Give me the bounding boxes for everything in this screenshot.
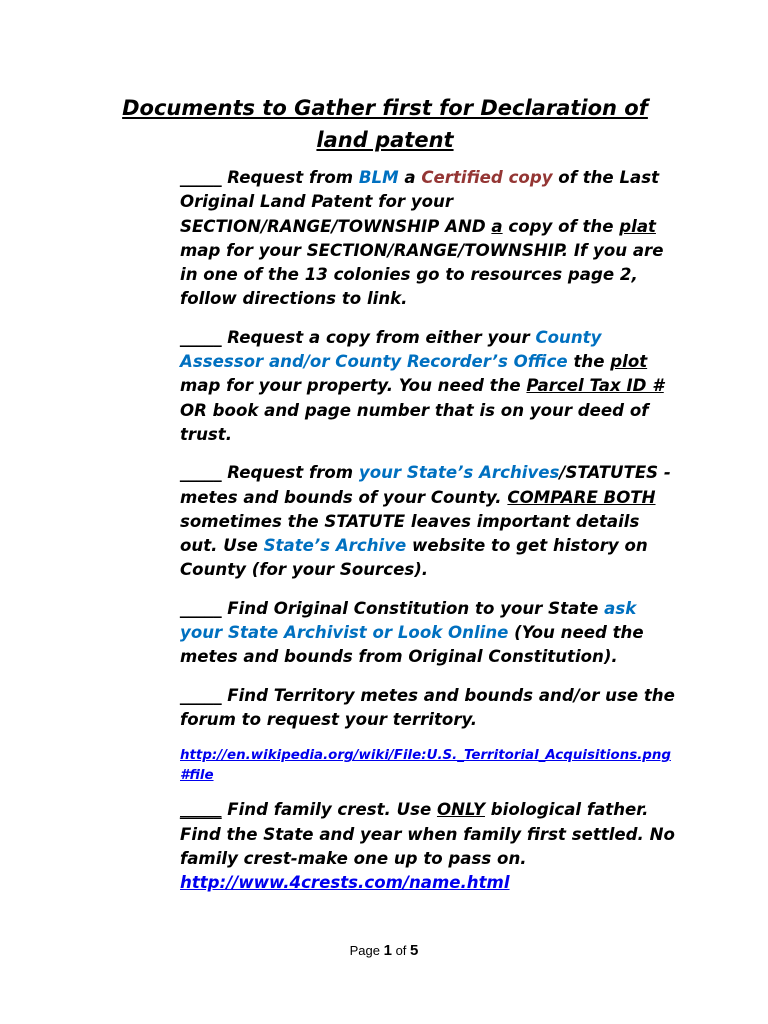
checklist-item-archives: _____ Request from your State’s Archives/STATUTES - metes and bounds of your County. COMPARE BOTH sometimes the STATUTE leaves important details out. Use State’s Archive website to get history on County (for your Sources). xyxy=(180,463,671,580)
blank-line: _____ xyxy=(180,800,222,820)
blank-line: _____ xyxy=(180,598,222,618)
county-office-text: County Assessor and/or County Recorder’s Office xyxy=(180,327,602,372)
territory-link-paragraph xyxy=(180,746,680,786)
document-title: Documents to Gather first for Declaration of land patent xyxy=(122,96,648,152)
compare-both-text: COMPARE BOTH xyxy=(507,487,656,507)
page-footer: Page 1 of 5 xyxy=(349,942,419,959)
blank-line: _____ xyxy=(180,463,222,483)
checklist-item-blm: _____ Request from BLM a Certified copy of the Last Original Land Patent for your SECTION/RANGE/TOWNSHIP AND a copy of the plat map for your SECTION/RANGE/TOWNSHIP. If you are in one of the 13 colonies go to resources page 2, follow directions to link. xyxy=(180,168,664,309)
checklist-item-county: _____ Request a copy from either your County Assessor and/or County Recorder’s Office the plot map for your property. You need the Parcel Tax ID # OR book and page number that is on your deed of trust. xyxy=(180,327,664,444)
parcel-tax-id-text: Parcel Tax ID # xyxy=(526,376,664,396)
ask-archivist-text: ask your State Archivist or Look Online xyxy=(180,598,637,643)
total-pages: 5 xyxy=(410,942,419,959)
checklist-item-family-crest: _____ Find family crest. Use ONLY biological father. Find the State and year when family first settled. No family crest-make one up to pass on. http://www.4crests.com/name.html xyxy=(180,800,675,893)
checklist-item-constitution: _____ Find Original Constitution to your State ask your State Archivist or Look Online (You need the metes and bounds from Original Constitution). xyxy=(180,598,644,667)
certified-copy-text: Certified copy xyxy=(421,168,553,187)
current-page: 1 xyxy=(383,942,392,959)
wikipedia-territorial-link[interactable]: http://en.wikipedia.org/wiki/File:U.S._Territorial_Acquisitions.png#file xyxy=(180,748,671,784)
document-body xyxy=(180,166,680,909)
blm-text: BLM xyxy=(358,168,399,187)
only-text: ONLY xyxy=(436,800,485,820)
state-archive-text: State’s Archive xyxy=(263,536,407,556)
checklist-item-territory: _____ Find Territory metes and bounds and/or use the forum to request your territory. xyxy=(180,685,675,729)
state-archives-text: your State’s Archives xyxy=(358,463,560,483)
blank-line: _____ xyxy=(180,685,222,705)
blank-line: _____ xyxy=(180,168,222,187)
4crests-link[interactable]: http://www.4crests.com/name.html xyxy=(180,873,510,893)
blank-line: _____ xyxy=(180,327,222,347)
